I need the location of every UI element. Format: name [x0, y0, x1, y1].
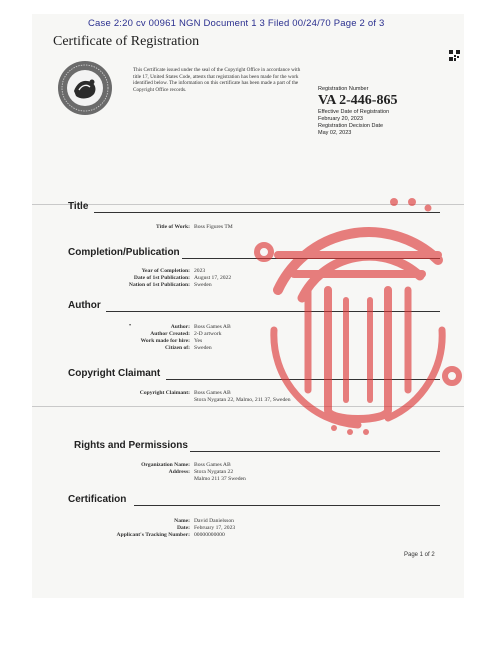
field-value: Stora Nygatan 22, Malmo, 211 37, Sweden — [194, 397, 291, 403]
field-label: Name: — [174, 518, 190, 524]
field-value: Boss Games AB — [194, 462, 231, 468]
registration-block — [318, 86, 397, 137]
field-label: Address: — [168, 469, 190, 475]
field-value: David Danielsson — [194, 518, 234, 524]
bullet-icon: • — [129, 323, 132, 329]
decision-date-label: Registration Decision Date — [318, 123, 384, 129]
section-author: Author — [68, 300, 101, 311]
registration-number-label: Registration Number — [318, 86, 369, 92]
section-certification-rule — [134, 505, 440, 506]
field-label: Date: — [176, 525, 190, 531]
section-title: Title — [68, 201, 89, 212]
section-claimant: Copyright Claimant — [68, 368, 161, 379]
section-certification: Certification — [68, 494, 127, 505]
field-value: 2023 — [194, 268, 206, 274]
decision-date: May 02, 2023 — [318, 130, 352, 136]
copyright-office-seal-icon — [57, 60, 113, 116]
field-value: Boss Games AB — [194, 324, 231, 330]
document-title: Certificate of Registration — [53, 34, 200, 49]
field-label: Year of Completion: — [141, 268, 190, 274]
field-label: Copyright Claimant: — [139, 390, 190, 396]
red-temple-watermark-icon — [238, 190, 478, 440]
certificate-intro-text: This Certificate issued under the seal of the Copyright Office in accordance with title 17, United States Code, attests that registration has been made for the work identified below. The information on this certificate has been made a part of the Copyright Office records. — [133, 67, 301, 93]
case-header: Case 2:20 cv 00961 NGN Document 1 3 Filed 00/24/70 Page 2 of 3 — [88, 18, 385, 29]
field-label: Title of Work: — [156, 224, 190, 230]
effective-date: February 20, 2023 — [318, 116, 363, 122]
field-label: Applicant's Tracking Number: — [116, 532, 190, 538]
section-completion: Completion/Publication — [68, 247, 180, 258]
field-value: 00000000000 — [194, 532, 225, 538]
effective-date-label: Effective Date of Registration — [318, 109, 390, 115]
field-label: Citizen of: — [164, 345, 190, 351]
registration-number: VA 2-446-865 — [318, 93, 398, 108]
field-label: Organization Name: — [141, 462, 190, 468]
field-label: Date of 1st Publication: — [133, 275, 190, 281]
section-rights-rule — [190, 451, 440, 452]
qr-code-icon — [449, 50, 460, 61]
field-label: Nation of 1st Publication: — [128, 282, 190, 288]
field-value: Yes — [194, 338, 203, 344]
field-value: Boss Games AB — [194, 390, 231, 396]
field-value: February 17, 2023 — [194, 525, 236, 531]
field-label: Author: — [170, 324, 190, 330]
field-value: Sweden — [194, 345, 212, 351]
field-value: 2-D artwork — [194, 331, 222, 337]
page-number: Page 1 of 2 — [404, 552, 435, 558]
field-value: Malmo 211 37 Sweden — [194, 476, 246, 482]
field-label: Work made for hire: — [140, 338, 190, 344]
field-value: Stora Nygatan 22 — [194, 469, 234, 475]
section-rights: Rights and Permissions — [74, 440, 188, 451]
field-label: Author Created: — [150, 331, 190, 337]
field-value: Boss Figures TM — [194, 224, 233, 230]
field-value: August 17, 2022 — [194, 275, 232, 281]
field-value: Sweden — [194, 282, 212, 288]
